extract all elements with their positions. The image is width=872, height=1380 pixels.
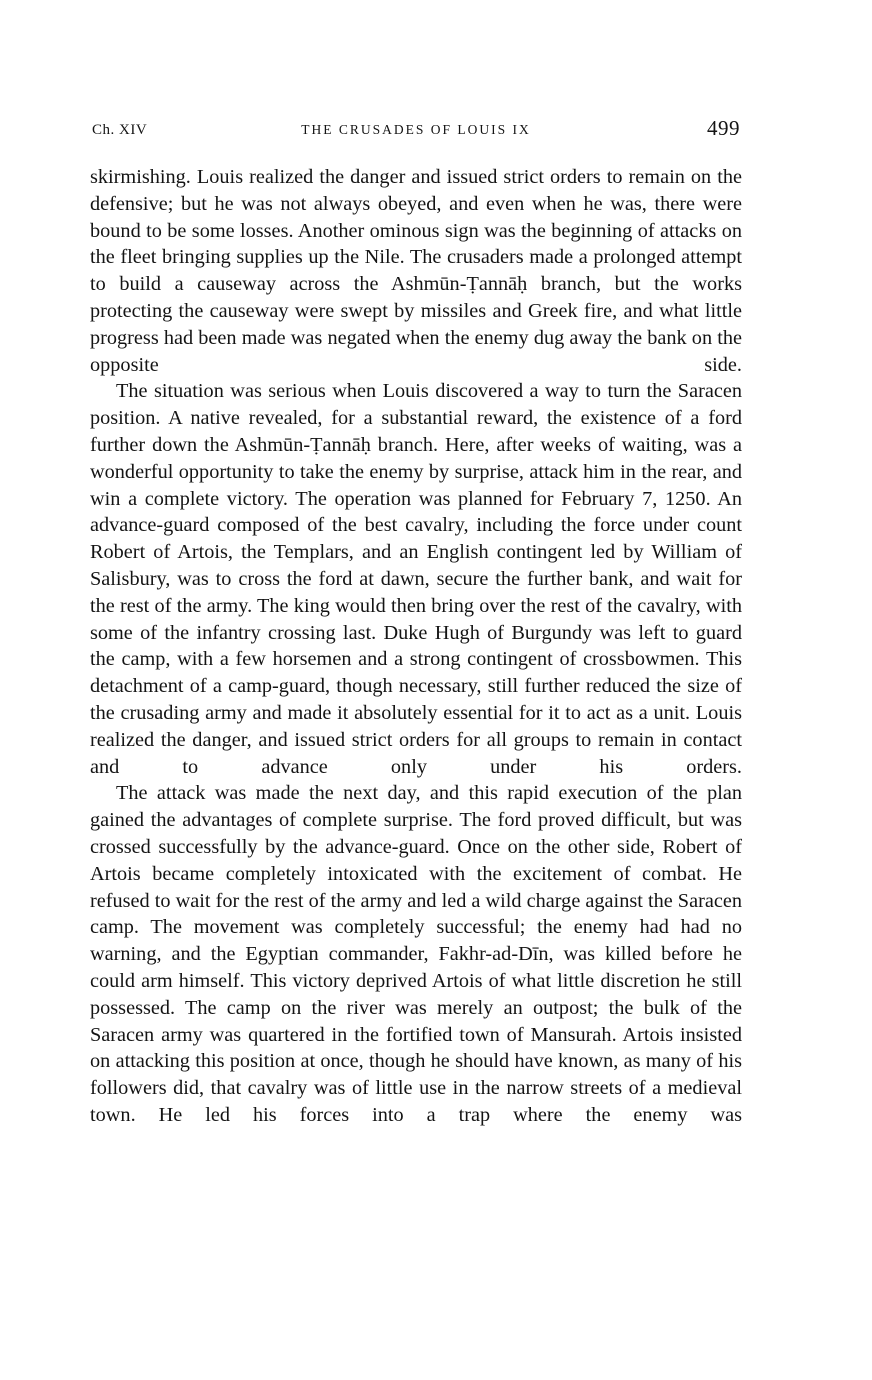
running-title: THE CRUSADES OF LOUIS IX	[301, 122, 531, 137]
paragraph-2: The situation was serious when Louis discovered a way to turn the Saracen position. A native revealed, for a substantial reward, the existence of a ford further down the Ashmūn-Ṭannāḥ branch. Here, after weeks of waiting, was a wonderful opportunity to take the enemy by surprise, attack him in the rear, and win a complete victory. The operation was planned for February 7, 1250. An advance-guard composed of the best cavalry, including the force under count Robert of Artois, the Templars, and an English contingent led by William of Salisbury, was to cross the ford at dawn, secure the further bank, and wait for the rest of the army. The king would then bring over the rest of the cavalry, with some of the infantry crossing last. Duke Hugh of Burgundy was left to guard the camp, with a few horsemen and a strong contingent of crossbowmen. This detachment of a camp-guard, though necessary, still further reduced the size of the crusading army and made it absolutely essential for it to act as a unit. Louis realized the danger, and issued strict orders for all groups to remain in contact and to advance only under his orders.	[90, 380, 742, 778]
running-head	[90, 116, 742, 146]
chapter-label: Ch. XIV	[92, 122, 148, 138]
page-number: 499	[707, 116, 740, 140]
body-text	[90, 164, 742, 1129]
paragraph-3: The attack was made the next day, and this rapid execution of the plan gained the advantages of complete surprise. The ford proved difficult, but was crossed successfully by the advance-guard. Once on the other side, Robert of Artois became completely intoxicated with the excitement of combat. He refused to wait for the rest of the army and led a wild charge against the Saracen camp. The movement was completely successful; the enemy had had no warning, and the Egyptian commander, Fakhr-ad-Dīn, was killed before he could arm himself. This victory deprived Artois of what little discretion he still possessed. The camp on the river was merely an outpost; the bulk of the Saracen army was quartered in the fortified town of Mansurah. Artois insisted on attacking this position at once, though he should have known, as many of his followers did, that cavalry was of little use in the narrow streets of a medieval town. He led his forces into a trap where the enemy was	[90, 782, 742, 1126]
book-page	[90, 116, 742, 1129]
paragraph-1: skirmishing. Louis realized the danger and issued strict orders to remain on the defensive; but he was not always obeyed, and even when he was, there were bound to be some losses. Another ominous sign was the beginning of attacks on the fleet bringing supplies up the Nile. The crusaders made a prolonged attempt to build a causeway across the Ashmūn-Ṭannāḥ branch, but the works protecting the causeway were swept by missiles and Greek fire, and what little progress had been made was negated when the enemy dug away the bank on the opposite side.	[90, 166, 742, 376]
